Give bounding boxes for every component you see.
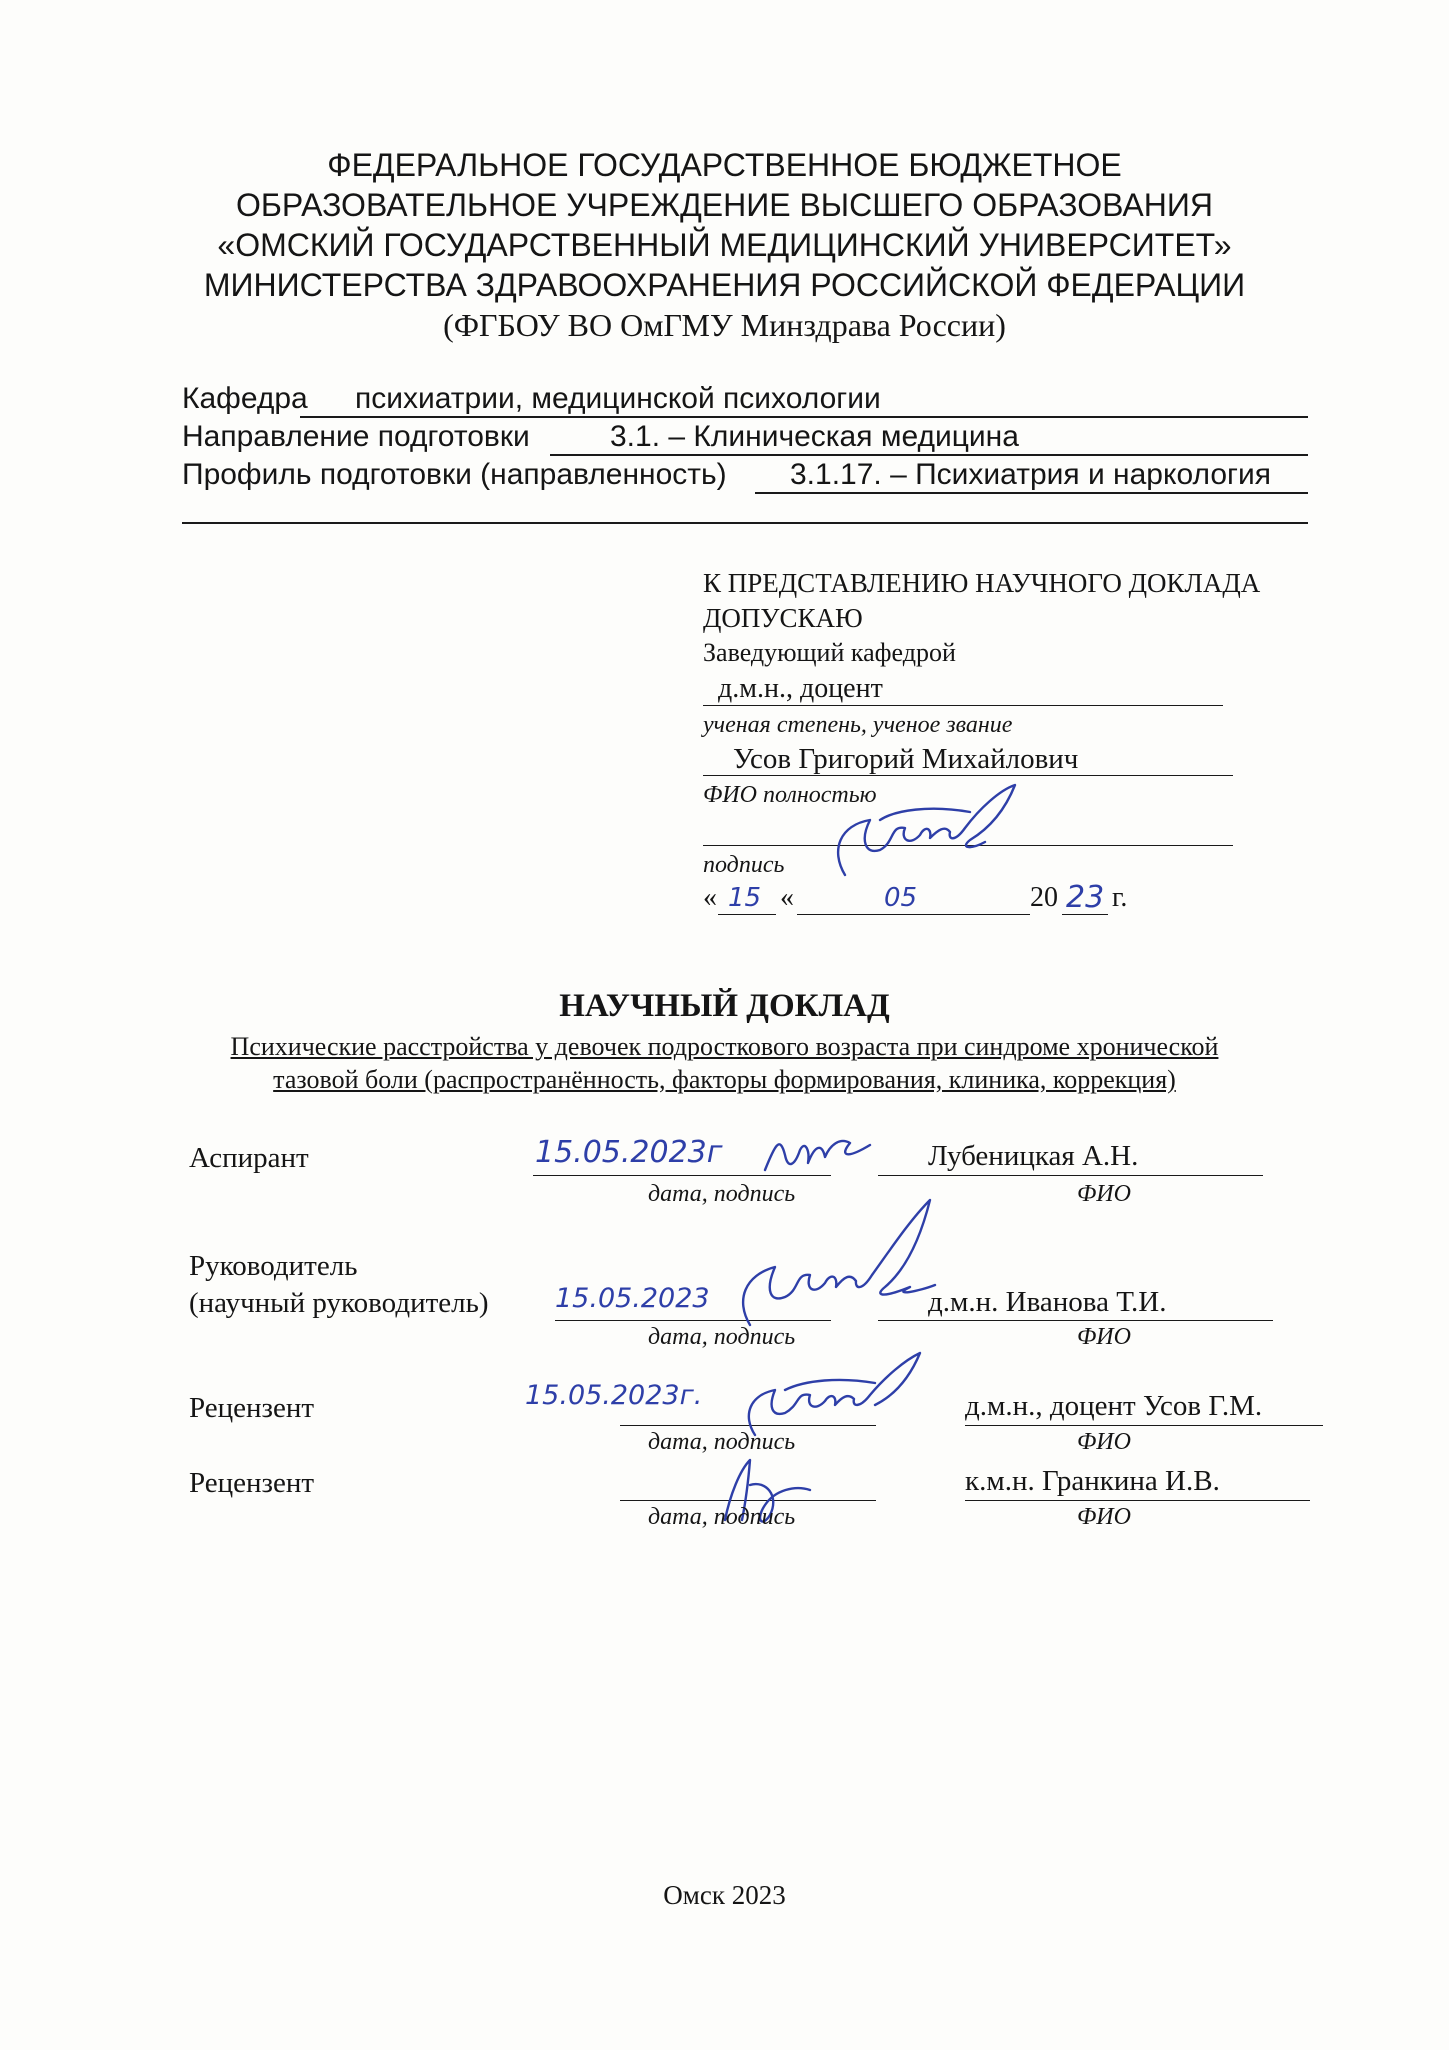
name-value: Усов Григорий Михайлович xyxy=(733,743,1079,775)
reviewer2-fio-value: к.м.н. Гранкина И.В. xyxy=(965,1465,1220,1497)
report-topic xyxy=(0,1030,1449,1096)
profile-value: 3.1.17. – Психиатрия и наркология xyxy=(790,458,1271,491)
degree-value: д.м.н., доцент xyxy=(718,673,883,704)
name-caption: ФИО полностью xyxy=(703,782,877,808)
approval-date-open-quote: « xyxy=(703,882,717,913)
reviewer2-fio-caption: ФИО xyxy=(1077,1504,1131,1530)
reviewer1-fio-value: д.м.н., доцент Усов Г.М. xyxy=(965,1390,1263,1422)
reviewer2-fio-underline xyxy=(965,1500,1310,1501)
footer-city-year: Омск 2023 xyxy=(663,1880,786,1910)
date-month-underline xyxy=(797,914,1030,915)
report-title: НАУЧНЫЙ ДОКЛАД xyxy=(559,988,890,1024)
aspirant-label: Аспирант xyxy=(189,1142,309,1174)
department-label: Кафедра xyxy=(182,382,308,415)
reviewer1-label: Рецензент xyxy=(189,1392,315,1424)
reviewer1-fio-caption: ФИО xyxy=(1077,1429,1131,1455)
reviewer2-label: Рецензент xyxy=(189,1467,315,1499)
report-topic-line-2: тазовой боли (распространённость, факторы формирования, клиника, коррекция) xyxy=(273,1065,1176,1094)
head-of-department-label: Заведующий кафедрой xyxy=(703,638,956,667)
head-signature-image xyxy=(820,780,1020,890)
aspirant-date-caption: дата, подпись xyxy=(648,1181,796,1207)
approval-date-year-suffix: 23 xyxy=(1066,880,1105,915)
aspirant-signature-image xyxy=(760,1115,880,1185)
approval-date-month: 05 xyxy=(884,883,918,913)
aspirant-fio-underline xyxy=(878,1175,1263,1176)
direction-label: Направление подготовки xyxy=(182,420,530,453)
header-line-5: (ФГБОУ ВО ОмГМУ Минздрава России) xyxy=(443,307,1006,343)
signature-caption: подпись xyxy=(703,852,785,878)
department-underline xyxy=(300,416,1308,418)
profile-underline xyxy=(755,492,1308,494)
profile-label: Профиль подготовки (направленность) xyxy=(182,458,727,491)
supervisor-date-caption: дата, подпись xyxy=(648,1324,796,1350)
header-line-4: МИНИСТЕРСТВА ЗДРАВООХРАНЕНИЯ РОССИЙСКОЙ ФЕДЕРАЦИИ xyxy=(203,267,1246,303)
aspirant-fio-value: Лубеницкая А.Н. xyxy=(928,1140,1139,1172)
direction-underline xyxy=(550,454,1308,456)
approval-title-2: ДОПУСКАЮ xyxy=(703,603,863,633)
reviewer1-handwritten-date: 15.05.2023г. xyxy=(525,1380,703,1411)
report-topic-line-1: Психические расстройства у девочек подросткового возраста при синдроме хронической xyxy=(230,1032,1219,1061)
approval-date-year-unit: г. xyxy=(1112,882,1128,913)
direction-value: 3.1. – Клиническая медицина xyxy=(610,420,1019,453)
supervisor-fio-caption: ФИО xyxy=(1077,1324,1131,1350)
supervisor-label-1: Руководитель xyxy=(189,1250,358,1282)
aspirant-fio-caption: ФИО xyxy=(1077,1181,1131,1207)
university-header xyxy=(0,145,1449,345)
approval-date-mid-quote: « xyxy=(780,882,794,913)
profile-continuation-line xyxy=(182,522,1308,524)
supervisor-handwritten-date: 15.05.2023 xyxy=(555,1283,710,1314)
reviewer1-fio-underline xyxy=(965,1425,1323,1426)
department-value: психиатрии, медицинской психологии xyxy=(355,382,881,415)
supervisor-label-2: (научный руководитель) xyxy=(189,1287,489,1319)
header-line-1: ФЕДЕРАЛЬНОЕ ГОСУДАРСТВЕННОЕ БЮДЖЕТНОЕ xyxy=(327,147,1122,183)
approval-title-1: К ПРЕДСТАВЛЕНИЮ НАУЧНОГО ДОКЛАДА xyxy=(703,568,1261,598)
reviewer1-date-caption: дата, подпись xyxy=(648,1429,796,1455)
date-day-underline xyxy=(718,914,776,915)
aspirant-handwritten-date: 15.05.2023г xyxy=(535,1135,723,1170)
reviewer2-date-caption: дата, подпись xyxy=(648,1504,796,1530)
supervisor-fio-value: д.м.н. Иванова Т.И. xyxy=(928,1286,1167,1318)
approval-date-day: 15 xyxy=(728,883,762,913)
degree-caption: ученая степень, ученое звание xyxy=(703,712,1013,738)
approval-date-year-prefix: 20 xyxy=(1030,882,1058,913)
supervisor-fio-underline xyxy=(878,1320,1273,1321)
header-line-2: ОБРАЗОВАТЕЛЬНОЕ УЧРЕЖДЕНИЕ ВЫСШЕГО ОБРАЗОВАНИЯ xyxy=(236,187,1213,223)
header-line-3: «ОМСКИЙ ГОСУДАРСТВЕННЫЙ МЕДИЦИНСКИЙ УНИВЕРСИТЕТ» xyxy=(217,227,1232,263)
degree-underline xyxy=(703,705,1223,706)
